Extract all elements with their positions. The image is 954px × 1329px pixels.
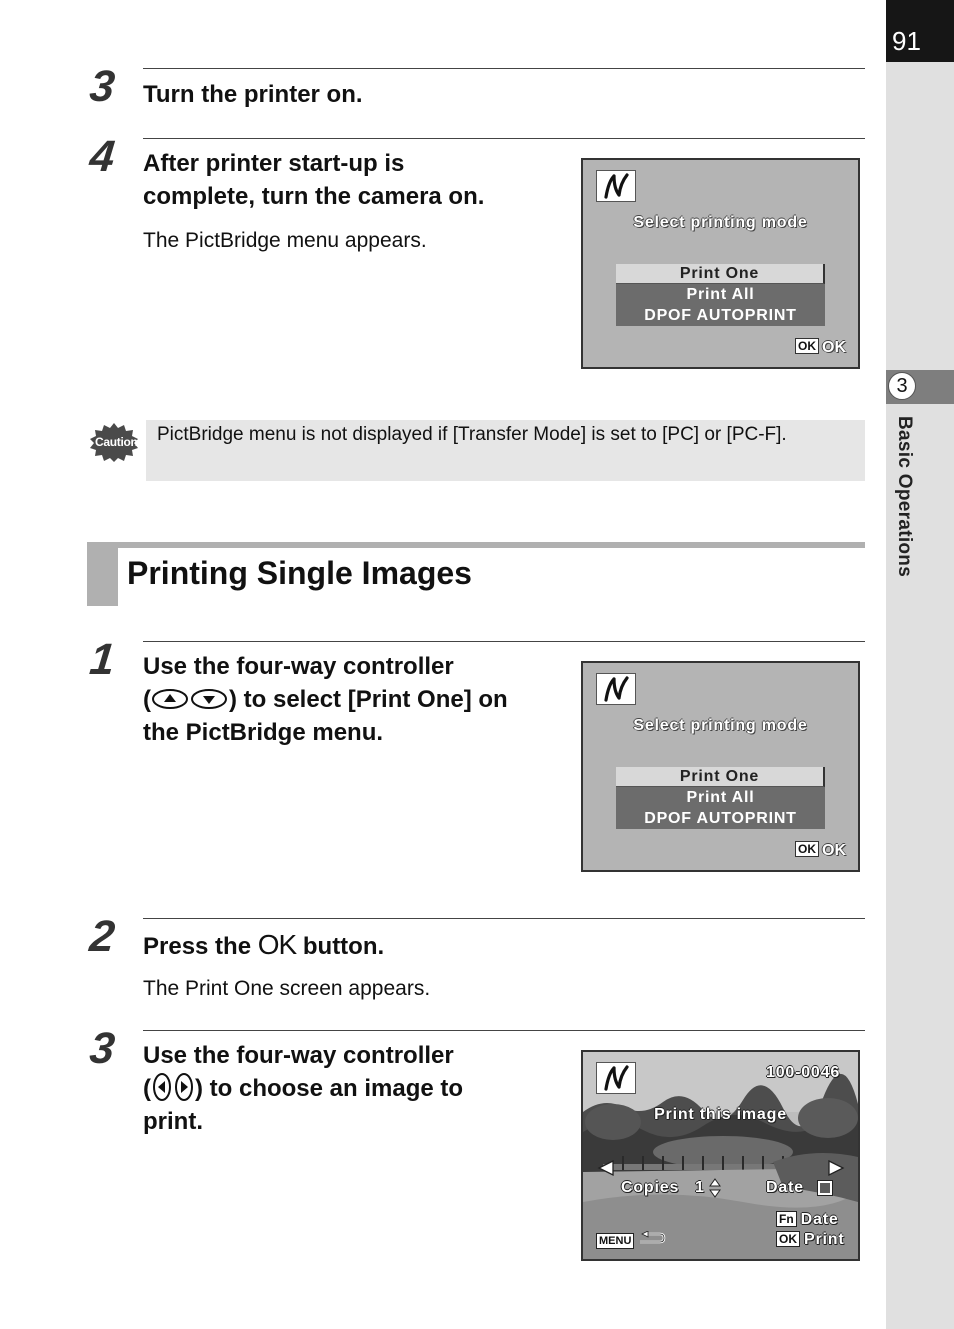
step-title: Turn the printer on.	[143, 81, 363, 108]
print-mode-list	[616, 767, 825, 829]
menu-option: DPOF AUTOPRINT	[616, 808, 825, 829]
ok-guide	[795, 841, 846, 860]
chapter-number: 3	[888, 372, 916, 400]
step-title-line2-text: ) to select [Print One] on	[229, 686, 508, 713]
ok-guide	[776, 1231, 844, 1249]
step-body: The Print One screen appears.	[143, 977, 431, 1000]
menu-guide	[596, 1231, 666, 1250]
pictbridge-icon	[596, 170, 636, 202]
fn-tag: Fn	[776, 1211, 797, 1227]
step-title-line2-text: ) to choose an image to	[195, 1075, 464, 1102]
lcd-pictbridge-menu	[581, 158, 860, 369]
step-number: 3	[87, 62, 118, 111]
step-title-line3: print.	[143, 1108, 203, 1135]
step-number: 3	[87, 1024, 118, 1073]
section-title: Printing Single Images	[127, 555, 472, 591]
pictbridge-icon	[596, 673, 636, 705]
ok-guide	[795, 338, 846, 357]
paren-open: (	[143, 686, 151, 713]
ok-label: OK	[822, 339, 846, 356]
step-title-line1: Use the four-way controller	[143, 1042, 454, 1069]
step-title-line2: complete, turn the camera on.	[143, 183, 485, 210]
lcd-title: Print this image	[654, 1106, 787, 1123]
menu-option: Print All	[616, 284, 825, 305]
step-number: 2	[87, 912, 118, 961]
left-right-controller-icon	[151, 1072, 195, 1102]
step-divider	[143, 138, 865, 139]
ok-tag: OK	[795, 841, 819, 857]
fn-label: Date	[800, 1211, 839, 1228]
step-title-pre: Press the	[143, 933, 258, 960]
step-title-line1: After printer start-up is	[143, 150, 405, 177]
section-marker	[87, 542, 118, 606]
date-label: Date	[766, 1179, 804, 1196]
section-top-bar	[118, 542, 865, 548]
step-divider	[143, 68, 865, 69]
lcd-print-one-screen	[581, 1050, 860, 1261]
menu-option-selected: Print One	[616, 264, 825, 284]
ok-tag: OK	[776, 1231, 800, 1247]
arrow-right-icon	[827, 1159, 845, 1177]
menu-option-selected: Print One	[616, 767, 825, 787]
step-title-line2	[143, 1072, 463, 1105]
page-number: 91	[892, 26, 921, 56]
step-divider	[143, 918, 865, 919]
lcd-pictbridge-menu	[581, 661, 860, 872]
up-down-arrows-icon	[709, 1178, 721, 1198]
menu-option: Print All	[616, 787, 825, 808]
copies-value: 1	[695, 1179, 705, 1196]
ok-label: Print	[804, 1231, 845, 1248]
return-arrow-icon	[638, 1231, 666, 1247]
file-number: 100-0046	[766, 1064, 841, 1081]
lcd-title: Select printing mode	[633, 214, 808, 231]
step-title-post: button.	[296, 933, 385, 960]
step-title-line2	[143, 683, 508, 716]
step-title-line1: Use the four-way controller	[143, 653, 454, 680]
lcd-title: Select printing mode	[633, 717, 808, 734]
fn-guide	[776, 1211, 839, 1229]
step-title-line3: the PictBridge menu.	[143, 719, 384, 746]
chapter-title: Basic Operations	[894, 416, 915, 578]
ok-label: OK	[822, 842, 846, 859]
copies-label: Copies	[621, 1179, 680, 1196]
ok-button-glyph: OK	[257, 929, 297, 960]
step-title	[143, 928, 384, 963]
menu-option: DPOF AUTOPRINT	[616, 305, 825, 326]
step-body: The PictBridge menu appears.	[143, 229, 427, 252]
step-number: 4	[87, 132, 118, 181]
chapter-sidebar	[886, 0, 954, 1329]
pictbridge-icon	[596, 1062, 636, 1094]
print-mode-list	[616, 264, 825, 326]
ok-tag: OK	[795, 338, 819, 354]
paren-open: (	[143, 1075, 151, 1102]
caution-text: PictBridge menu is not displayed if [Transfer Mode] is set to [PC] or [PC-F].	[157, 424, 787, 445]
date-checkbox	[818, 1181, 832, 1195]
step-divider	[143, 1030, 865, 1031]
step-divider	[143, 641, 865, 642]
arrow-left-icon	[597, 1159, 615, 1177]
caution-badge-label: Caution	[95, 435, 138, 449]
menu-tag: MENU	[596, 1233, 634, 1249]
step-number: 1	[87, 635, 118, 684]
up-down-controller-icon	[151, 688, 229, 710]
